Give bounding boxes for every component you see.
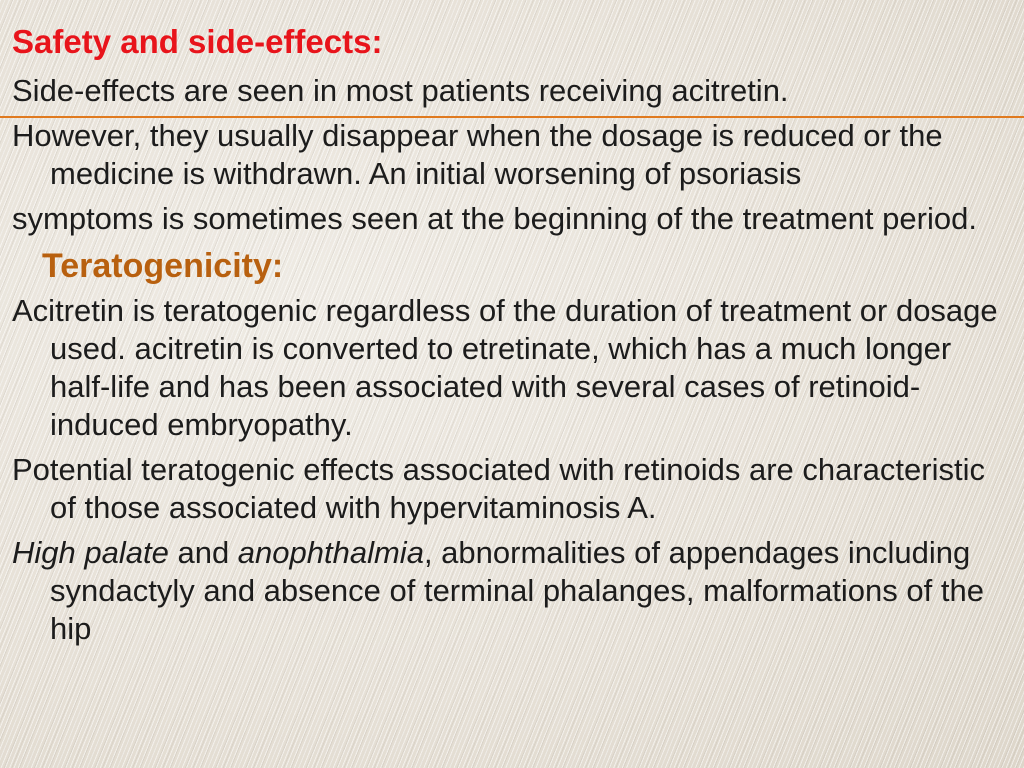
body-paragraph: Side-effects are seen in most patients receiving acitretin. — [12, 73, 789, 108]
italic-term-anophthalmia: anophthalmia — [237, 535, 424, 570]
italic-term-high-palate: High palate — [12, 535, 169, 570]
text-fragment: , abnormalities of appendages including syndactyly and absence of terminal phalanges, malformations of the hip — [50, 535, 984, 646]
slide-body — [12, 72, 1012, 655]
body-paragraph-last — [12, 534, 1012, 648]
slide-title: Safety and side-effects: — [12, 23, 383, 60]
body-paragraph: Acitretin is teratogenic regardless of the duration of treatment or dosage used. acitretin is converted to etretinate, which has a much longer half-life and has been associated with several cases of retinoid-induced embryopathy. — [12, 293, 998, 442]
body-paragraph: However, they usually disappear when the dosage is reduced or the medicine is withdrawn. An initial worsening of psoriasis — [12, 118, 943, 191]
text-fragment: and — [168, 535, 238, 570]
section-heading-teratogenicity: Teratogenicity: — [42, 247, 284, 285]
body-paragraph: Potential teratogenic effects associated with retinoids are characteristic of those associated with hypervitaminosis A. — [12, 452, 985, 525]
body-paragraph: symptoms is sometimes seen at the beginning of the treatment period. — [12, 201, 977, 236]
